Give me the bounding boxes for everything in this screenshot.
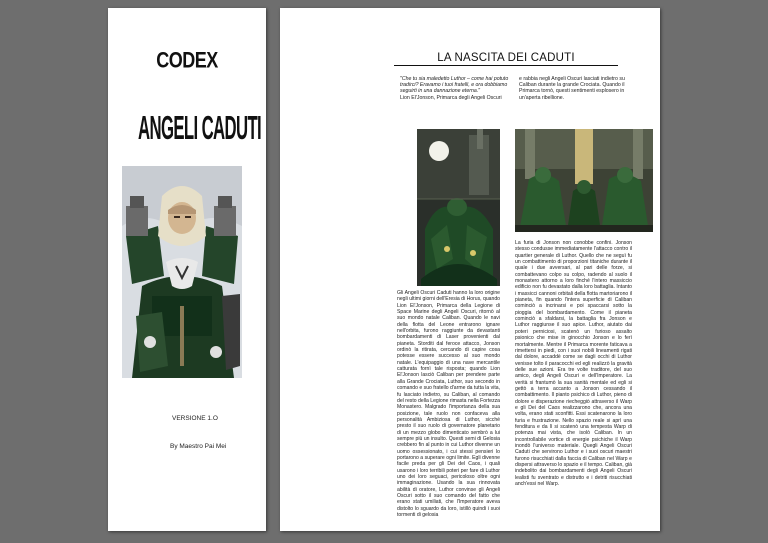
right-column-intro: e rabbia negli Angeli Oscuri lasciati indietro su Caliban durante la grande Crociata. Quando il Primarca tornò, questi sentimenti esplosero in un'aperta ribellione. (519, 76, 625, 101)
article-column-1: Gli Angeli Oscuri Caduti hanno la loro origine negli ultimi giorni dell'Eresia di Horus, quando Lion El'Jonson, Primarca della Legione di Space Marine degli Angeli Oscuri, ritornò al suo mondo natale Caliban. Quando le navi della flotta del Leone entrarono ignare nell'orbita, furono raggiunte da devastanti bombardamenti di Laser provenienti dal pianeta. Storditi dal feroce attacco, Jonson ordinò la ritirata, cercando di capire cosa potesse essere successo al suo mondo natale. L'equipaggio di una nave mercantile catturata fornì tale risposta; quando Lion El'Jonson lasciò Caliban per prendere parte alla Grande Crociata, Luthor, suo secondo in comando e suo fratello d'arme da tutta la vita, fu lasciato indietro, su Caliban, al comando del resto della Legione rimasta nella Fortezza Monastero. Malgrado l'importanza della sua posizione, tale ruolo non confaceva alla personalità Ambiziosa di Luthor, sicché presto il suo ruolo di governatore planetario di un mezzo globo dimenticato sembrò a lui sempre più un insulto. Questi semi di Gelosia crebbero fin al punto in cui Luthor divenne un uomo ossessionato, i cui stessi pensieri lo portarono a superare ogni limite. Egli divenne facile preda per gli Dei del Caos, i quali usarono i loro terribili poteri per fare di Luthor uno dei loro seguaci, pericoloso oltre ogni immaginazione. Usando la sua rinnovata abilità di oratore, Luthor convinse gli Angeli Oscuri sotto il suo comando del fatto che erano stati umiliati, che l'Imperatore aveva distolto lo sguardo da loro, istillò quindi i suoi tormenti di gelosia (397, 290, 500, 519)
cover-codex-label: CODEX (156, 47, 218, 73)
battle-illustration (417, 129, 500, 286)
cover-author: By Maestro Pai Mei (170, 443, 227, 450)
cover-title: ANGELI CADUTI (138, 109, 262, 147)
opening-quote (400, 76, 510, 101)
quote-source: Lion El'Jonson, Primarca degli Angeli Oscuri (400, 94, 502, 101)
article-title: LA NASCITA DEI CADUTI (394, 52, 618, 66)
article-column-2: La furia di Jonson non conobbe confini. Jonson stesso condusse immediatamente l'attacco contro il quartier generale di Luthor. Quello che ne seguì fu un combattimento di proporzioni titaniche durante il quale i due avversari, al pari delle forze, si combattevano colpo su colpo, radendo al suolo il monastero attorno a loro finché l'intero massiccio edificio non fu devastato dalla loro battaglia. Intanto i massicci cannoni orbitali della flotta martoriarono il pianeta, fin quando l'intera superficie di Caliban cominciò a incrinarsi e poi spaccarsi sotto la pioggia del bombardamento. Come il pianeta cominciò a sfaldarsi, la battaglia fra Jonson e Luthor raggiunse il suo apice. Luthor, aiutato dai poteri perniciosi, scatenò un furioso assalto psionico che mise in ginocchio Jonson e lo ferì mortalmente. Mentre il Primarca morente faticava a rimettersi in piedi, con i suoi nobili lineamenti rigati dal dolore, accaddè come se dagli occhi di Luthor venisse tolto il paracocchi ed egli realizzò la gravità delle sue azioni. Era tre volte traditore, del suo amico, degli Angeli Oscuri e dell'Imperatore. La verità si frantumò la sua sanità mentale ed egli si gettò a terra accanto a Jonson cessando il combattimento. Il pianto psichico di Luthor, pieno di dolore e disperazione riecheggiò attraverso il Warp e gli Dei del Caos realizzarono che, ancora una volta, erano stati sconfitti. Essi scatenarono la loro furia e frustrazione. Nello spazio reale si aprì una fenditura e da lì si scatenò una tempesta Warp di potenza mai vista, che isolò Caliban. In un incontrollabile vortice di energie psichiche il Warp inondò l'universo materiale. Quegli Angeli Oscuri Caduti che servirono Luthor e i suoi oscuri maestri furono risucchiati dalla faccia di Caliban nel Warp e dispersi attraverso lo spazio e il tempo. Caliban, già indebolito dai bombardamenti degli Angeli Oscuri lealisti fu sventrato e distrutto e i detriti risucchiati anch'essi nel Warp. (515, 240, 632, 488)
article-content (280, 8, 660, 531)
angels-illustration (515, 129, 653, 232)
cover-version: VERSIONE 1.O (172, 415, 218, 422)
quote-text: "Che tu sia maledetto Luthor – come hai potuto tradirci? Eravamo i tuoi fratelli, e ora dobbiamo seguirti in una dannazione eterna." (400, 76, 509, 95)
